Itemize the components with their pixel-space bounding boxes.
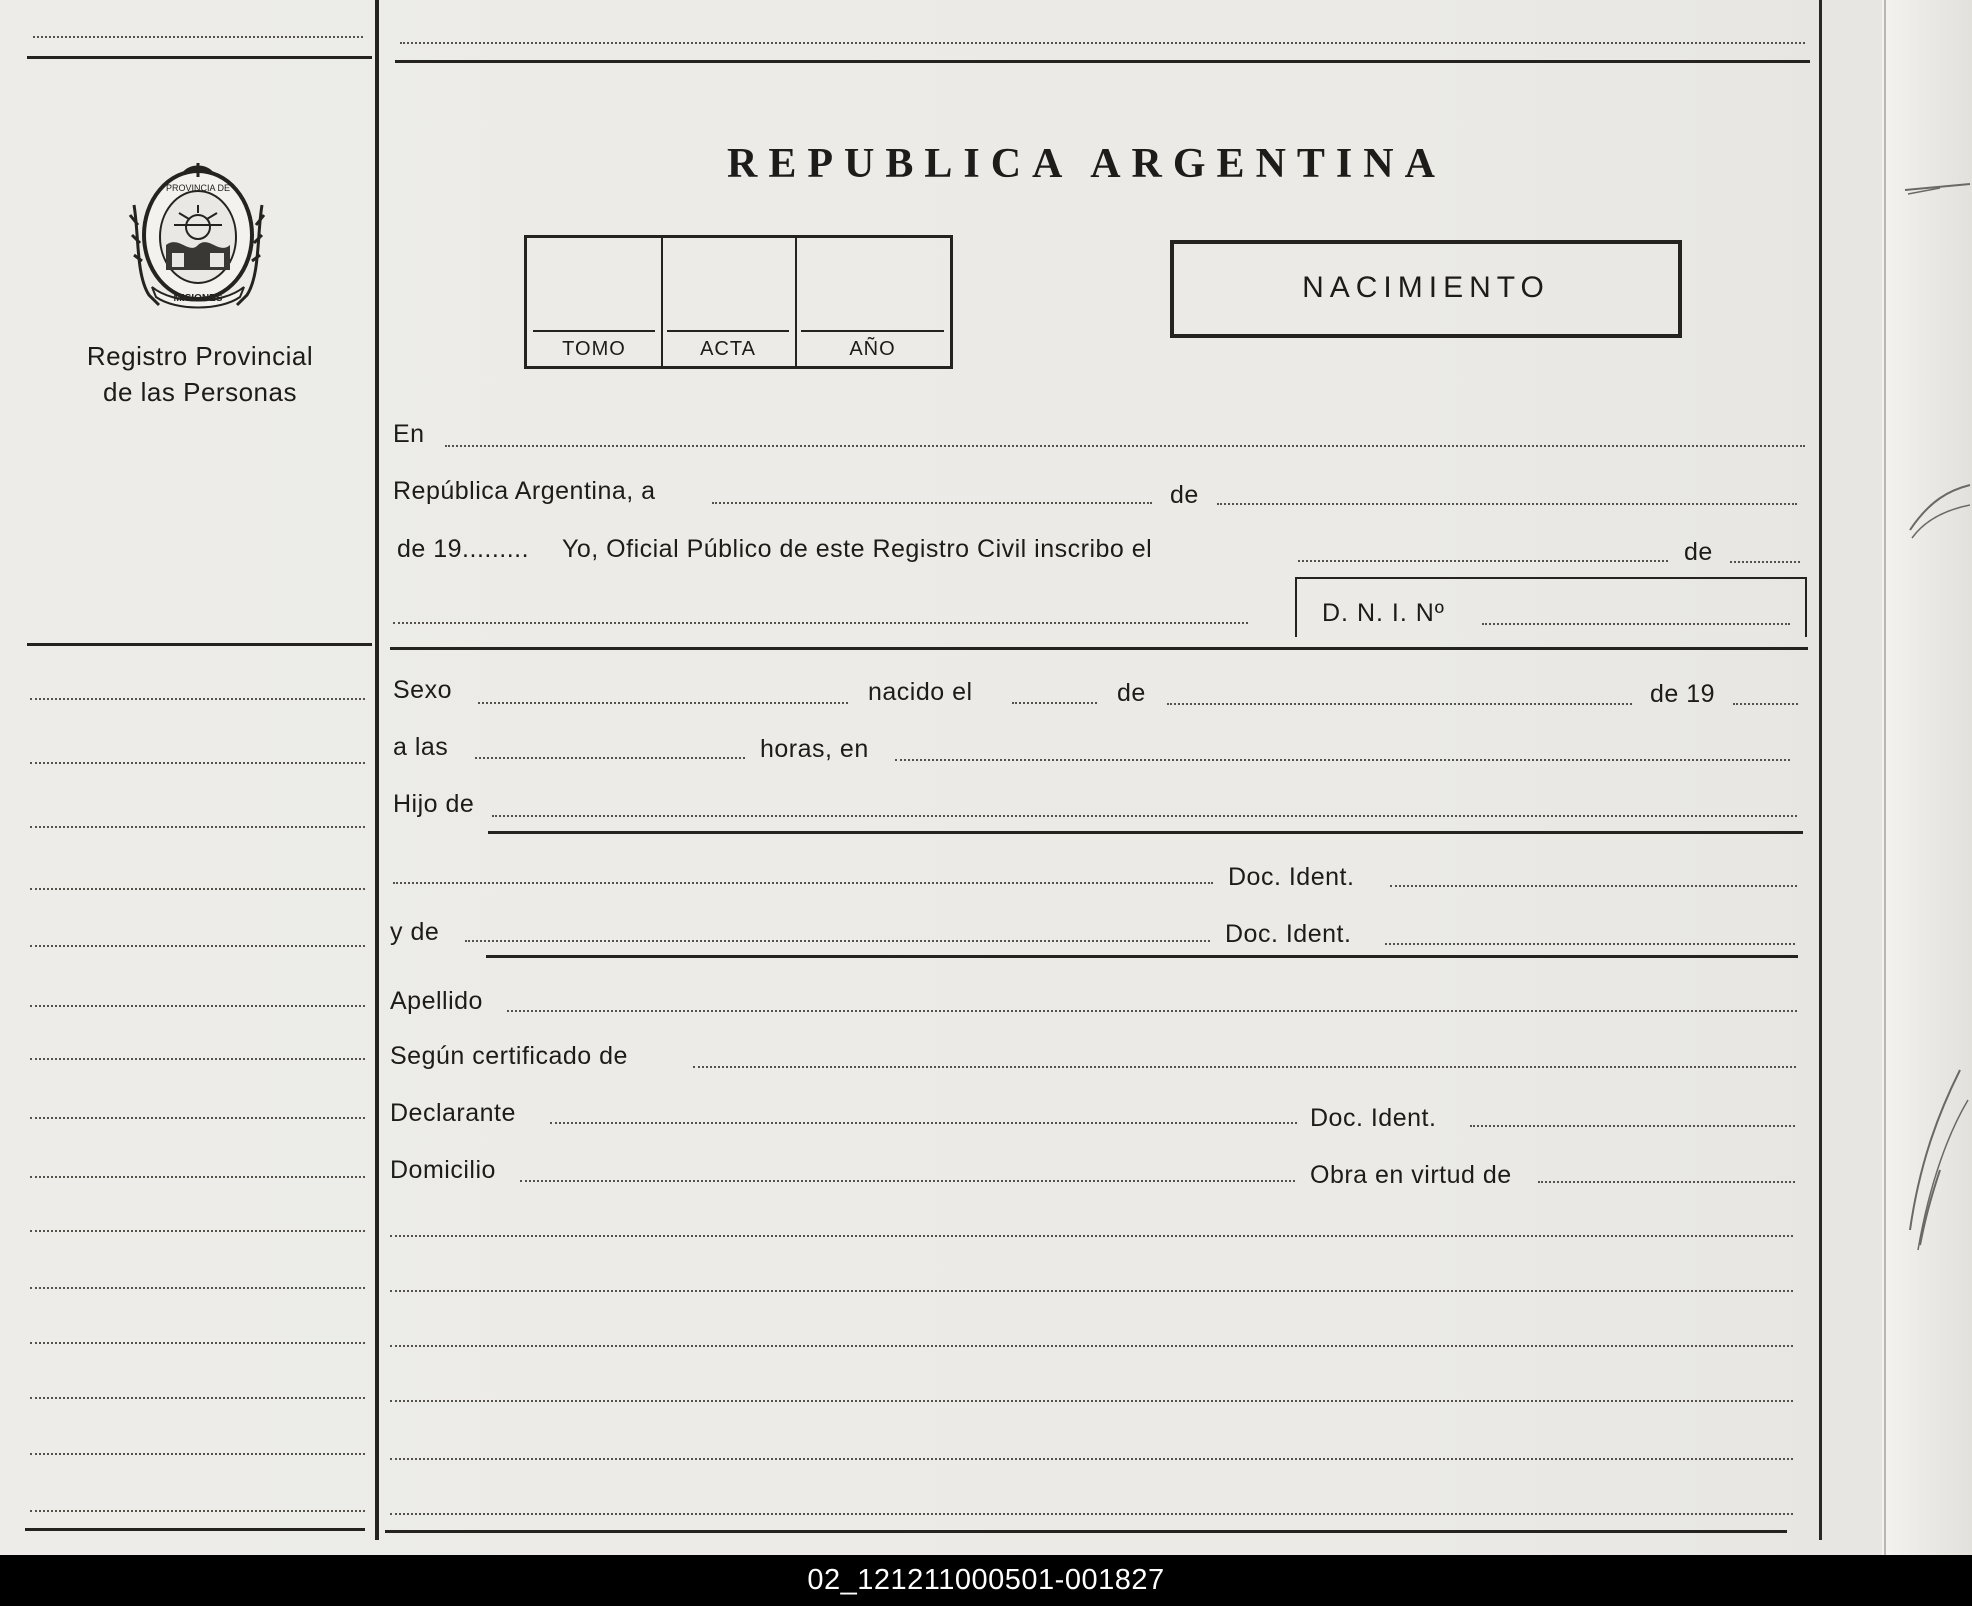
field-month[interactable] xyxy=(1217,503,1797,505)
notes-line[interactable] xyxy=(390,1458,1793,1460)
top-dotted-right xyxy=(400,42,1805,44)
tomo-label: TOMO xyxy=(562,338,626,360)
margin-line[interactable] xyxy=(30,1005,365,1007)
issuer-name xyxy=(40,338,360,410)
label-segun-certificado: Según certificado de xyxy=(390,1042,628,1070)
section-rule-left xyxy=(27,643,372,646)
field-declarante-doc[interactable] xyxy=(1470,1125,1795,1127)
label-a-las: a las xyxy=(393,733,449,761)
dni-label: D. N. I. Nº xyxy=(1322,599,1445,627)
margin-line[interactable] xyxy=(30,1397,365,1399)
field-hour[interactable] xyxy=(475,757,745,759)
dni-box[interactable] xyxy=(1295,577,1807,637)
svg-text:MISIONES: MISIONES xyxy=(173,293,223,304)
notes-line[interactable] xyxy=(390,1513,1793,1515)
label-hijo-de: Hijo de xyxy=(393,790,475,818)
svg-text:PROVINCIA DE: PROVINCIA DE xyxy=(165,183,231,193)
label-horas-en: horas, en xyxy=(760,735,869,763)
field-birth-month[interactable] xyxy=(1167,703,1632,705)
issuer-line-1: Registro Provincial xyxy=(86,341,314,371)
issuer-line-2: de las Personas xyxy=(103,377,297,407)
margin-line[interactable] xyxy=(30,1058,365,1060)
ano-cell[interactable] xyxy=(795,238,950,366)
field-name-line[interactable] xyxy=(393,622,1248,624)
label-sexo: Sexo xyxy=(393,676,452,704)
mother-rule xyxy=(486,955,1798,958)
margin-line[interactable] xyxy=(30,1510,365,1512)
field-mother[interactable] xyxy=(465,940,1210,942)
acta-cell[interactable] xyxy=(661,238,797,366)
label-doc-ident-3: Doc. Ident. xyxy=(1310,1104,1437,1132)
document-id: 02_121211000501-001827 xyxy=(807,1564,1165,1596)
notes-line[interactable] xyxy=(390,1235,1793,1237)
label-obra-en-virtud: Obra en virtud de xyxy=(1310,1161,1512,1189)
label-doc-ident-2: Doc. Ident. xyxy=(1225,920,1352,948)
label-y-de: y de xyxy=(390,918,440,946)
bottom-rule-left xyxy=(25,1528,365,1531)
label-en: En xyxy=(393,420,425,448)
margin-line[interactable] xyxy=(30,762,365,764)
label-apellido: Apellido xyxy=(390,987,483,1015)
field-apellido[interactable] xyxy=(507,1010,1797,1012)
notes-line[interactable] xyxy=(390,1290,1793,1292)
father-rule xyxy=(488,831,1803,834)
right-border xyxy=(1819,0,1822,1540)
field-birth-day[interactable] xyxy=(1012,702,1097,704)
label-de-19: de 19......... xyxy=(397,535,530,563)
field-certificado[interactable] xyxy=(693,1066,1796,1068)
field-domicilio[interactable] xyxy=(520,1180,1295,1182)
page-title: REPUBLICA ARGENTINA xyxy=(727,141,1446,187)
label-de-3: de xyxy=(1117,679,1146,707)
margin-line[interactable] xyxy=(30,1176,365,1178)
margin-line[interactable] xyxy=(30,1117,365,1119)
left-column-divider xyxy=(375,0,379,1540)
record-type-box: NACIMIENTO xyxy=(1170,240,1682,338)
field-obra-en-virtud[interactable] xyxy=(1538,1181,1795,1183)
label-doc-ident-1: Doc. Ident. xyxy=(1228,863,1355,891)
margin-line[interactable] xyxy=(30,945,365,947)
field-declarante[interactable] xyxy=(550,1122,1297,1124)
top-rule-left xyxy=(27,56,372,59)
field-mother-doc[interactable] xyxy=(1385,943,1795,945)
field-father-doc[interactable] xyxy=(1390,885,1797,887)
bottom-rule-right xyxy=(385,1530,1787,1533)
label-republica-a: República Argentina, a xyxy=(393,477,656,505)
label-de-2: de xyxy=(1684,538,1713,566)
page-edge-shadow xyxy=(1884,0,1886,1555)
margin-line[interactable] xyxy=(30,1287,365,1289)
field-day[interactable] xyxy=(712,502,1152,504)
margin-line[interactable] xyxy=(30,698,365,700)
label-nacido-el: nacido el xyxy=(868,678,973,706)
margin-line[interactable] xyxy=(30,888,365,890)
margin-line[interactable] xyxy=(30,1342,365,1344)
field-de-2[interactable] xyxy=(1730,561,1800,563)
field-father[interactable] xyxy=(492,815,1797,817)
coat-of-arms-icon xyxy=(124,155,272,311)
label-de-1: de xyxy=(1170,481,1199,509)
tomo-cell[interactable] xyxy=(527,238,663,366)
field-inscribo[interactable] xyxy=(1298,560,1668,562)
field-sexo[interactable] xyxy=(478,702,848,704)
label-de-19-b: de 19 xyxy=(1650,680,1716,708)
field-place[interactable] xyxy=(895,759,1790,761)
notes-line[interactable] xyxy=(390,1345,1793,1347)
record-number-box xyxy=(524,235,953,369)
section-rule-right xyxy=(390,647,1808,650)
label-domicilio: Domicilio xyxy=(390,1156,496,1184)
field-birth-year[interactable] xyxy=(1733,703,1798,705)
acta-label: ACTA xyxy=(700,338,756,360)
field-father-2[interactable] xyxy=(393,882,1213,884)
ano-label: AÑO xyxy=(849,338,896,360)
margin-line[interactable] xyxy=(30,1230,365,1232)
margin-line[interactable] xyxy=(30,1453,365,1455)
field-en[interactable] xyxy=(445,445,1805,447)
top-rule-right xyxy=(395,60,1810,63)
notes-line[interactable] xyxy=(390,1400,1793,1402)
margin-line[interactable] xyxy=(30,826,365,828)
top-dotted-left xyxy=(33,36,363,38)
pencil-mark xyxy=(1900,170,1972,1320)
label-declarante: Declarante xyxy=(390,1099,516,1127)
label-yo-oficial: Yo, Oficial Público de este Registro Civil inscribo el xyxy=(562,535,1153,563)
